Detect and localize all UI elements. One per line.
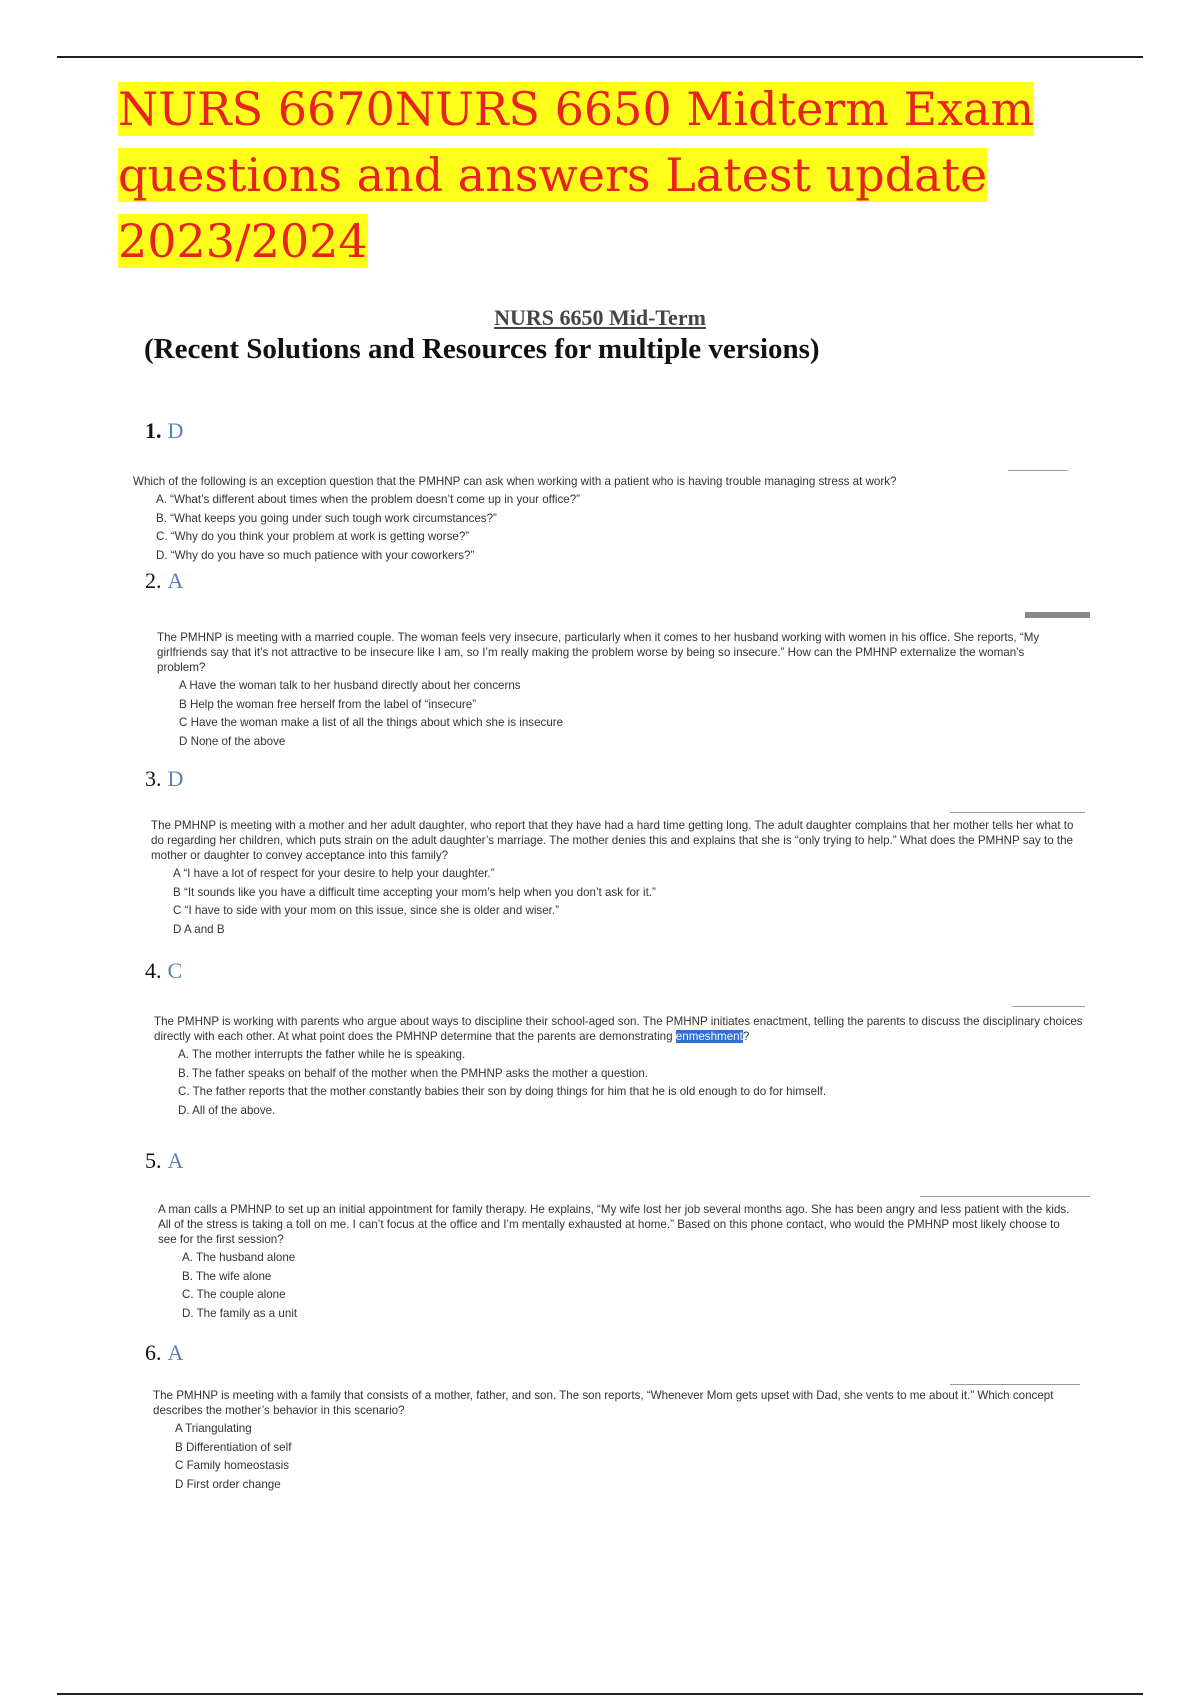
option-item: B. “What keeps you going under such tough work circumstances?” bbox=[156, 511, 497, 525]
question-stem-text: The PMHNP is working with parents who argue about ways to discipline their school-aged son. The PMHNP initiates enactment, telling the parents to discuss the disciplinary choices directly with each other. At what point does the PMHNP determine that the parents are demonstrating bbox=[154, 1015, 1083, 1043]
option-item: C Family homeostasis bbox=[175, 1459, 290, 1472]
option-list bbox=[154, 1046, 1084, 1120]
question-block-5 bbox=[158, 1202, 1078, 1323]
option-item: D. “Why do you have so much patience with your coworkers?” bbox=[156, 548, 475, 562]
question-stem: The PMHNP is meeting with a married couple. The woman feels very insecure, particularly when it comes to her husband working with women in his office. She reports, “My girlfriends say that it’s not attractive to be insecure like I am, so I’m really making the problem worse by being so insecure.” How can the PMHNP externalize the woman’s problem? bbox=[157, 631, 1040, 674]
question-block-4 bbox=[154, 1014, 1084, 1120]
option-item: C Have the woman make a list of all the things about which she is insecure bbox=[179, 716, 564, 729]
answer-6 bbox=[145, 1340, 183, 1366]
question-number: 5. bbox=[145, 1148, 162, 1173]
option-item: B Differentiation of self bbox=[175, 1440, 292, 1454]
question-block-2 bbox=[157, 630, 1067, 751]
option-list bbox=[133, 491, 1033, 565]
document-title bbox=[118, 76, 1118, 274]
answer-letter: A bbox=[167, 1148, 184, 1173]
question-number: 6. bbox=[145, 1340, 162, 1365]
section-heading: NURS 6650 Mid-Term bbox=[494, 305, 706, 330]
answer-2 bbox=[145, 568, 183, 594]
document-title-text: NURS 6670NURS 6650 Midterm Exam questions and answers Latest update 2023/2024 bbox=[118, 82, 1035, 268]
option-list bbox=[153, 1420, 1073, 1494]
question-number: 4. bbox=[145, 958, 162, 983]
question-block-6 bbox=[153, 1388, 1073, 1494]
answer-letter: A bbox=[167, 1340, 184, 1365]
question-block-3 bbox=[151, 818, 1086, 939]
question-stem bbox=[154, 1014, 1084, 1044]
answer-3 bbox=[145, 766, 183, 792]
option-item: B. The father speaks on behalf of the mother when the PMHNP asks the mother a question. bbox=[178, 1066, 649, 1080]
option-item: D. The family as a unit bbox=[182, 1306, 298, 1320]
option-item: B Help the woman free herself from the label of “insecure” bbox=[179, 697, 477, 711]
option-item: D None of the above bbox=[179, 734, 286, 748]
question-number: 1. bbox=[145, 418, 162, 443]
answer-letter: D bbox=[167, 418, 184, 443]
question-number: 3. bbox=[145, 766, 162, 791]
option-list bbox=[157, 677, 1067, 751]
document-subtitle: (Recent Solutions and Resources for multiple versions) bbox=[144, 333, 820, 365]
question-block-1 bbox=[133, 474, 1033, 565]
option-item: C “I have to side with your mom on this issue, since she is older and wiser.” bbox=[173, 904, 559, 917]
bottom-rule bbox=[57, 1693, 1143, 1695]
crop-edge-line bbox=[950, 1384, 1080, 1385]
answer-letter: A bbox=[167, 568, 184, 593]
option-item: A “I have a lot of respect for your desire to help your daughter.” bbox=[173, 867, 495, 880]
highlighted-word[interactable]: enmeshment bbox=[675, 1030, 743, 1043]
crop-edge-line bbox=[1025, 612, 1090, 618]
option-item: C. “Why do you think your problem at work is getting worse?” bbox=[156, 530, 470, 543]
option-item: D. All of the above. bbox=[178, 1103, 276, 1117]
crop-edge-line bbox=[920, 1196, 1090, 1197]
answer-4 bbox=[145, 958, 182, 984]
option-item: A Triangulating bbox=[175, 1422, 252, 1435]
option-item: B “It sounds like you have a difficult time accepting your mom’s help when you don’t ask for it.” bbox=[173, 885, 656, 899]
option-item: A. “What’s different about times when the problem doesn’t come up in your office?” bbox=[156, 493, 581, 506]
option-item: A. The husband alone bbox=[182, 1251, 296, 1264]
question-stem: The PMHNP is meeting with a family that consists of a mother, father, and son. The son reports, “Whenever Mom gets upset with Dad, she vents to me about it.” Which concept describes the mother’s behavior in this scenario? bbox=[153, 1389, 1054, 1417]
question-number: 2. bbox=[145, 568, 162, 593]
crop-edge-line bbox=[1012, 1006, 1085, 1007]
option-item: A. The mother interrupts the father while he is speaking. bbox=[178, 1048, 466, 1061]
answer-letter: D bbox=[167, 766, 184, 791]
option-item: A Have the woman talk to her husband directly about her concerns bbox=[179, 679, 521, 692]
question-stem: Which of the following is an exception question that the PMHNP can ask when working with a patient who is having trouble managing stress at work? bbox=[133, 475, 897, 488]
option-item: C. The couple alone bbox=[182, 1288, 286, 1301]
crop-edge-line bbox=[950, 812, 1085, 813]
crop-edge-line bbox=[1008, 470, 1068, 471]
answer-1 bbox=[145, 418, 183, 444]
answer-5 bbox=[145, 1148, 183, 1174]
question-stem: The PMHNP is meeting with a mother and her adult daughter, who report that they have had a hard time getting long. The adult daughter complains that her mother tells her what to do regarding her children, which puts strain on the adult daughter’s marriage. The mother denies this and explains that she is “only trying to help.” What does the PMHNP say to the mother or daughter to convey acceptance into this family? bbox=[151, 819, 1074, 862]
question-stem: A man calls a PMHNP to set up an initial appointment for family therapy. He explains, “My wife lost her job several months ago. She has been angry and less patient with the kids. All of the stress is taking a toll on me. I can’t focus at the office and I’m mentally exhausted at home.” Based on this phone contact, who would the PMHNP most likely choose to see for the first session? bbox=[158, 1203, 1070, 1246]
question-stem-end: ? bbox=[742, 1030, 750, 1043]
option-item: D First order change bbox=[175, 1477, 281, 1491]
option-list bbox=[158, 1249, 1078, 1323]
option-item: D A and B bbox=[173, 922, 225, 936]
top-rule bbox=[57, 56, 1143, 58]
option-item: C. The father reports that the mother constantly babies their son by doing things for him that he is old enough to do for himself. bbox=[178, 1085, 827, 1098]
answer-letter: C bbox=[167, 958, 183, 983]
option-item: B. The wife alone bbox=[182, 1269, 272, 1283]
option-list bbox=[151, 865, 1086, 939]
